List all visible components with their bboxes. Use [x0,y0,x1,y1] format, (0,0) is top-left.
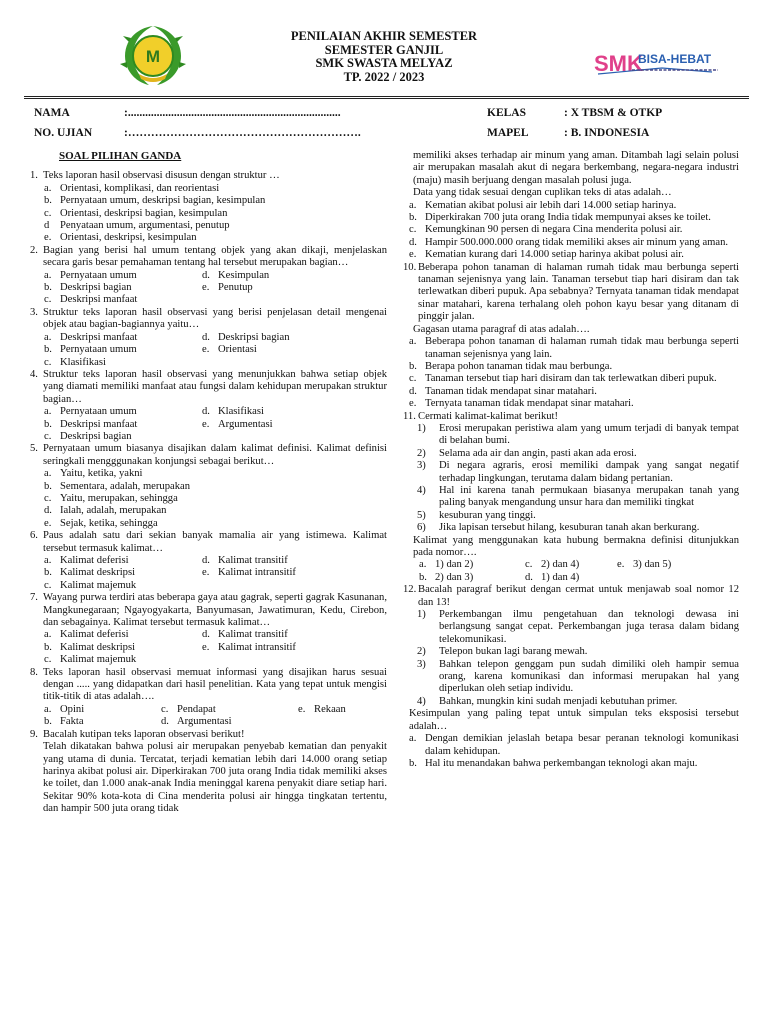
option[interactable]: d. Tanaman tidak mendapat sinar matahari. [409,385,597,397]
option[interactable]: c. Kemungkinan 90 persen di negara Cina menderita polusi air. [409,224,683,236]
sentence-item: 2) Selama ada air dan angin, pasti akan ada erosi. [417,447,637,459]
header-rule-bottom [24,98,749,99]
noujian-label: NO. UJIAN [34,127,93,139]
option[interactable]: e. Sejak, ketika, sehingga [44,517,158,529]
option[interactable]: e. Orientasi, deskripsi, kesimpulan [44,232,197,244]
header-title: PENILAIAN AKHIR SEMESTER [290,29,478,43]
option[interactable]: b. Fakta [44,716,84,728]
option[interactable]: a. Pernyataan umum [44,406,137,418]
nama-label: NAMA [34,107,70,119]
option[interactable]: e. Ternyata tanaman tidak mendapat sinar matahari. [409,398,634,410]
option[interactable]: e. Kematian kurang dari 14.000 setiap harinya akibat polusi air. [409,249,684,261]
question-12: 12. Bacalah paragraf berikut dengan cermat untuk menjawab soal nomor 12 dan 13! [403,584,739,608]
option[interactable]: b. Pernyataan umum [44,344,137,356]
option[interactable]: b. Kalimat deskripsi [44,567,136,579]
option[interactable]: c. Kalimat majemuk [44,579,137,591]
option[interactable]: d. Hampir 500.000.000 orang tidak memiliki akses air minum yang aman. [409,236,729,248]
option[interactable]: a. Kalimat deferisi [44,629,129,641]
option[interactable]: b. Pernyataan umum, deskripsi bagian, kesimpulan [44,195,266,207]
header-year: TP. 2022 / 2023 [343,69,425,84]
option[interactable]: d Penyataan umum, argumentasi, penutup [44,220,230,232]
question-12-prompt: Kesimpulan yang paling tepat untuk simpulan teks eksposisi tersebut adalah… [409,708,739,732]
sentence-item: 1) Perkembangan ilmu pengetahuan dan teknologi dewasa ini berlangsung sangat cepat. Perkembangan juga terasa dalam bidang telekomunikasi. [417,609,739,645]
question-9: 9. Bacalah kutipan teks laporan observasi berikut! [30,728,245,740]
question-8: 8. Teks laporan hasil observasi memuat informasi yang disajikan harus sesuai dengan ..... yang didapatkan dari hasil penelitian. Kata yang tepat untuk mengisi titik-titik di atas adalah…. [30,666,387,703]
sentence-item: 2) Telepon bukan lagi barang mewah. [417,646,588,658]
option[interactable]: d. Argumentasi [161,716,232,728]
smk-bisa-hebat-logo [592,44,722,80]
header-rule-top [24,96,749,97]
option[interactable]: b. Hal itu menandakan bahwa perkembangan teknologi akan maju. [409,757,698,769]
kelas-value: : X TBSM & OTKP [564,107,663,119]
option[interactable]: a. Yaitu, ketika, yakni [44,468,143,480]
question-10: 10. Beberapa pohon tanaman di halaman rumah tidak mau berbunga seperti tanaman sejenisnya yang lain. Tanaman tersebut tiap hari disiram dan tak terlewatkan diberi pupuk. Apa sebabnya? Ternyata tanaman tidak mendapat sinar matahari, karena terhalang oleh pohon kayu besar yang ditanam di pinggir jalan. [403,261,739,323]
option[interactable]: a. Beberapa pohon tanaman di halaman rumah tidak mau berbunga seperti tanaman sejenisnya yang lain. [409,336,739,360]
option[interactable]: a. 1) dan 2) [419,559,474,571]
question-6: 6. Paus adalah satu dari sekian banyak mamalia air yang istimewa. Kalimat tersebut termasuk kalimat… [30,530,387,554]
kelas-label: KELAS [487,107,526,119]
svg-text:BISA-HEBAT: BISA-HEBAT [638,52,712,66]
option[interactable]: c. Deskripsi manfaat [44,294,138,306]
option[interactable]: b. Berapa pohon tanaman tidak mau berbunga. [409,360,613,372]
option[interactable]: c. 2) dan 4) [525,559,580,571]
option[interactable]: c. Yaitu, merupakan, sehingga [44,492,178,504]
sentence-item: 1) Erosi merupakan peristiwa alam yang umum terjadi di banyak tempat di belahan bumi. [417,422,739,447]
option[interactable]: d. Kesimpulan [202,269,270,281]
nama-field[interactable]: :.......................................................................... [124,107,341,119]
option[interactable]: d. Ialah, adalah, merupakan [44,505,167,517]
question-11-prompt: Kalimat yang menggunakan kata hubung bermakna definisi ditunjukkan pada nomor…. [413,534,739,558]
option[interactable]: c. Klasifikasi [44,356,106,368]
option[interactable]: d. Kalimat transitif [202,555,288,566]
option[interactable]: b. Deskripsi bagian [44,282,132,294]
option[interactable]: a. Dengan demikian jelaslah betapa besar peranan teknologi komunikasi dalam kehidupan. [409,733,739,757]
question-7: 7. Wayang purwa terdiri atas beberapa gaya atau gagrak, seperti gagrak Kasunanan, Mangkunegaraan; Ngayogyakarta, Banyumasan, Jawatimuran, Kedu, Cirebon, dan sebagainya. Kalimat tersebut termasuk kalimat… [30,592,387,629]
option[interactable]: e. 3) dan 5) [617,559,672,571]
option[interactable]: e. Kalimat intransitif [202,567,296,579]
question-5: 5. Pernyataan umum biasanya disajikan dalam kalimat definisi. Kalimat definisi seringkali mengggunakan konjungsi sebagai berikut… [30,443,387,467]
svg-text:SMK: SMK [594,51,643,76]
option[interactable]: b. Deskripsi manfaat [44,418,138,430]
option[interactable]: d. Deskripsi bagian [202,331,290,343]
option[interactable]: e. Argumentasi [202,418,273,430]
option[interactable]: c. Tanaman tersebut tiap hari disiram dan tak terlewatkan diberi pupuk. [409,373,717,385]
question-2: 2. Bagian yang berisi hal umum tentang objek yang akan dikaji, menjelaskan secara garis besar pemahaman tentang hal tersebut merupakan bagian… [30,244,387,269]
header-semester: SEMESTER GANJIL [324,42,444,57]
question-1: 1. Teks laporan hasil observasi disusun dengan struktur … [30,170,280,182]
option[interactable]: e. Orientasi [202,344,257,356]
mapel-value: : B. INDONESIA [564,127,650,139]
question-11: 11. Cermati kalimat-kalimat berikut! [403,410,559,422]
option[interactable]: a. Pernyataan umum [44,269,137,281]
option[interactable]: a. Opini [44,703,85,715]
question-9-passage: Telah dikatakan bahwa polusi air merupakan penyebab kematian dan penyakit yang utama di dunia. Tercatat, terjadi kematian lebih dari 14.000 orang setiap harinya akibat polusi air. Diperkirakan 700 juta orang India tidak memiliki akses ke toilet, dan 1.000 anak-anak India meninggal karena penyakit diare setiap hari. Sekitar 90% kota-kota di Cina menderita polusi air hingga tingkatan tertentu, dan hampir 500 juta orang tidak [43,741,387,815]
option[interactable]: a. Deskripsi manfaat [44,331,138,343]
option[interactable]: d. Kalimat transitif [202,629,288,641]
right-column [403,150,739,770]
sentence-item: 3) Bahkan telepon genggam pun sudah dimiliki oleh hampir semua orang, karena komunikasi dan informasi merupakan hal yang diperlukan oleh setiap individu. [417,658,739,695]
question-9-prompt: Data yang tidak sesuai dengan cuplikan teks di atas adalah… [413,187,672,199]
sentence-item: 4) Bahkan, mungkin kini sudah menjadi kebutuhan primer. [417,695,678,707]
sentence-item: 3) Di negara agraris, erosi memiliki dampak yang sangat negatif terhadap lingkungan, terutama dalam bidang pertanian. [417,460,739,484]
option[interactable]: d. Klasifikasi [202,406,264,418]
option[interactable]: b. Kalimat deskripsi [44,641,136,653]
sentence-item: 5) kesuburan yang tinggi. [417,509,536,521]
option[interactable]: c. Deskripsi bagian [44,430,132,442]
option[interactable]: e. Kalimat intransitif [202,641,296,653]
sentence-item: 6) Jika lapisan tersebut hilang, kesuburan tanah akan berkurang. [417,522,700,534]
question-4: 4. Struktur teks laporan hasil observasi yang menunjukkan bahwa setiap objek yang diamati memiliki manfaat atau fungsi dalam kehidupan merupakan struktur bagian… [30,368,387,405]
option[interactable]: a. Orientasi, komplikasi, dan reorientasi [44,182,220,194]
option[interactable]: b. 2) dan 3) [419,571,474,583]
option[interactable]: e. Penutup [202,282,253,294]
option[interactable]: c. Orientasi, deskripsi bagian, kesimpulan [44,207,228,219]
option[interactable]: c. Kalimat majemuk [44,654,137,666]
left-column [30,150,387,816]
question-10-prompt: Gagasan utama paragraf di atas adalah…. [413,323,590,335]
option[interactable]: d. 1) dan 4) [525,571,580,583]
question-3: 3. Struktur teks laporan hasil observasi yang berisi penjelasan detail mengenai objek atau bagian-bagiannya yaitu… [30,306,387,331]
question-9-passage-cont: memiliki akses terhadap air minum yang aman. Ditambah lagi selain polusi air merupakan masalah akut di negara berkembang, negara-negara industri (maju) masih berjuang dengan masalah polusi juga. [413,150,739,186]
svg-text:M: M [145,47,161,66]
noujian-field[interactable]: :……………………………………………………. [124,127,361,139]
option[interactable]: e. Rekaan [298,703,346,715]
option[interactable]: c. Pendapat [161,703,216,715]
sentence-item: 4) Hal ini karena tanah permukaan biasanya merupakan tanah yang paling banyak mengandung unsur hara dan memiliki tingkat [417,484,739,509]
mapel-label: MAPEL [487,127,529,139]
section-title: SOAL PILIHAN GANDA [59,150,182,162]
option[interactable]: b. Sementara, adalah, merupakan [44,480,191,492]
header-school: SMK SWASTA MELYAZ [315,56,453,70]
option[interactable]: a. Kalimat deferisi [44,555,129,566]
option[interactable]: b. Diperkirakan 700 juta orang India tidak mempunyai akses ke toilet. [409,212,711,224]
option[interactable]: a. Kematian akibat polusi air lebih dari 14.000 setiap harinya. [409,199,677,211]
